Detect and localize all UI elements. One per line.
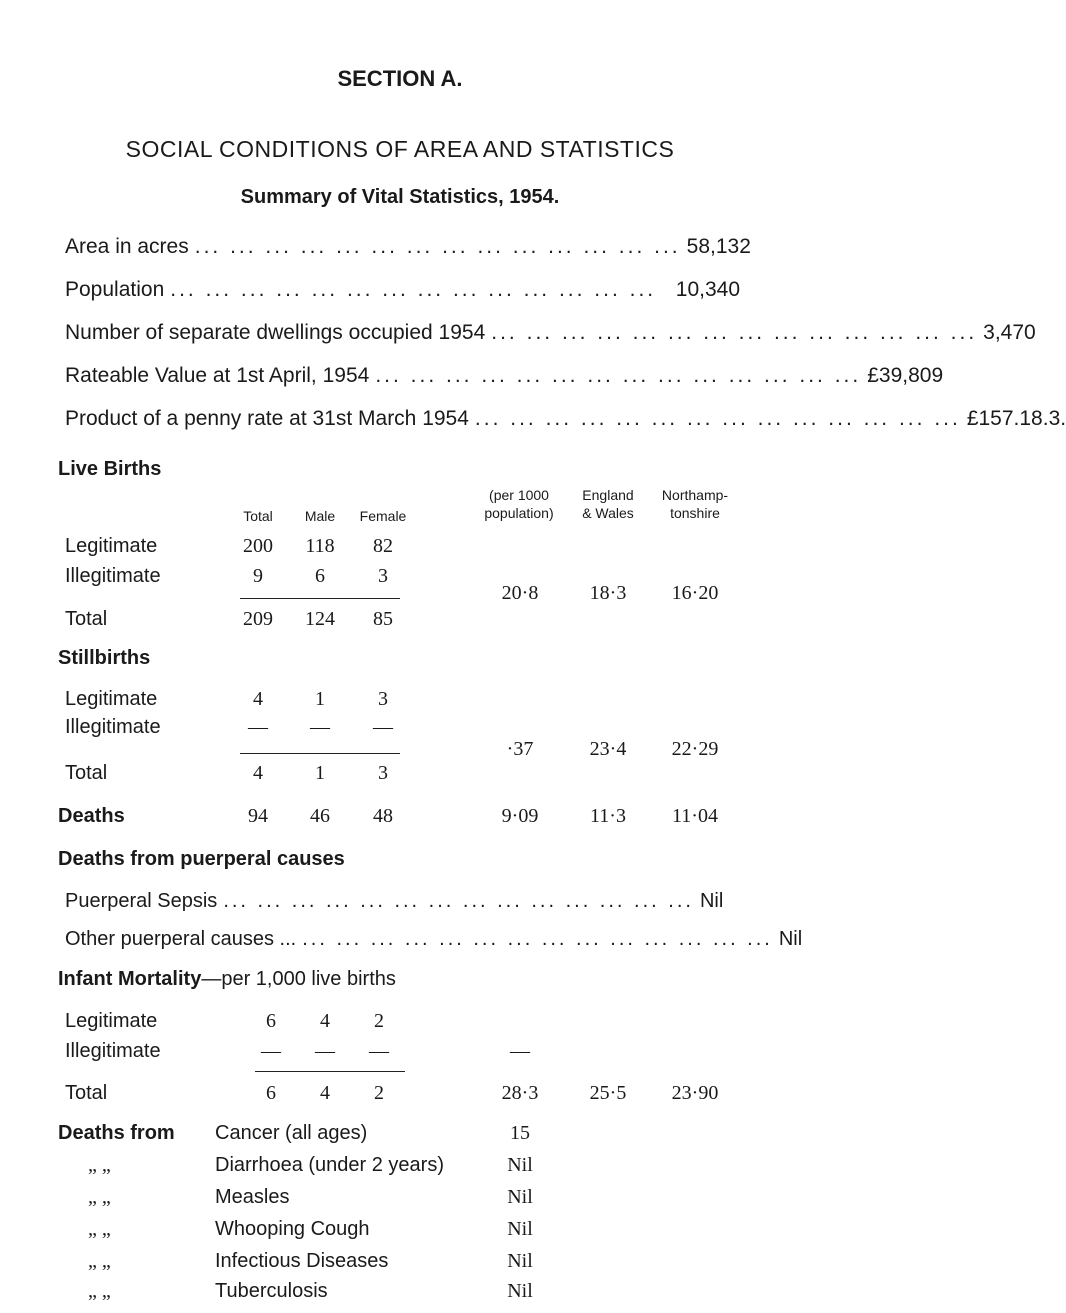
deaths-total: 94 — [248, 805, 268, 827]
live-births-illegit-female: 3 — [378, 565, 388, 587]
stillbirths-rate: ·37 — [506, 738, 534, 760]
live-births-illegit-label: Illegitimate — [65, 565, 161, 587]
stillbirths-illegit-male: — — [310, 716, 330, 738]
summary-value: 3,470 — [983, 321, 1036, 344]
stillbirths-northants: 22·29 — [671, 738, 719, 760]
puerperal-other-label: Other puerperal causes ... — [65, 928, 297, 950]
summary-label: Product of a penny rate at 31st March 1954 — [65, 407, 469, 430]
summary-value: £157.18.3. — [966, 407, 1066, 430]
summary-row-rateable-value — [65, 364, 944, 394]
infant-total-total: 6 — [266, 1082, 276, 1104]
leader-dots: ... ... ... ... ... ... ... ... ... ... ... ... ... ... — [375, 364, 862, 387]
puerperal-sepsis-label: Puerperal Sepsis — [65, 890, 218, 912]
live-births-legit-female: 82 — [373, 535, 393, 557]
stillbirths-england-wales: 23·4 — [589, 738, 627, 760]
stillbirths-legit-male: 1 — [315, 688, 325, 710]
infant-total-northants: 23·90 — [671, 1082, 719, 1104]
summary-value: 10,340 — [675, 278, 740, 301]
live-births-northants: 16·20 — [671, 582, 719, 604]
page-subtitle: Summary of Vital Statistics, 1954. — [240, 186, 560, 208]
stillbirths-total-total: 4 — [253, 762, 263, 784]
live-births-rate: 20·8 — [501, 582, 539, 604]
live-births-england-wales: 18·3 — [589, 582, 627, 604]
live-births-legit-male: 118 — [305, 535, 335, 557]
deaths-england-wales: 11·3 — [590, 805, 626, 827]
summary-row-penny-rate — [65, 407, 1066, 437]
cause-value: 15 — [510, 1122, 530, 1144]
sum-rule — [255, 1071, 405, 1072]
ditto-marks: „ „ — [88, 1186, 111, 1208]
ditto-marks: „ „ — [88, 1280, 111, 1302]
cause-value: Nil — [507, 1250, 533, 1272]
infant-illegit-label: Illegitimate — [65, 1040, 161, 1062]
summary-value: 58,132 — [686, 235, 751, 258]
col-header-northants-line2: tonshire — [670, 505, 720, 521]
puerperal-sepsis-value: Nil — [699, 890, 724, 912]
infant-illegit-male: — — [315, 1040, 335, 1062]
infant-legit-female: 2 — [374, 1010, 384, 1032]
infant-total-england-wales: 25·5 — [589, 1082, 627, 1104]
causes-prefix: Deaths from — [58, 1122, 175, 1144]
stillbirths-legit-female: 3 — [378, 688, 388, 710]
summary-row-dwellings — [65, 321, 1036, 351]
infant-mortality-subtitle: —per 1,000 live births — [201, 968, 396, 990]
live-births-illegit-male: 6 — [315, 565, 325, 587]
sum-rule — [240, 598, 400, 599]
cause-label: Diarrhoea (under 2 years) — [215, 1154, 444, 1176]
col-header-total: Total — [243, 508, 273, 524]
infant-total-male: 4 — [320, 1082, 330, 1104]
deaths-female: 48 — [373, 805, 393, 827]
deaths-northants: 11·04 — [672, 805, 718, 827]
cause-label: Whooping Cough — [215, 1218, 370, 1240]
leader-dots: ... ... ... ... ... ... ... ... ... ... ... ... ... ... — [302, 928, 773, 950]
infant-illegit-rate: — — [510, 1040, 530, 1062]
stillbirths-illegit-female: — — [373, 716, 393, 738]
col-header-england-wales-line2: & Wales — [582, 505, 634, 521]
cause-value: Nil — [507, 1218, 533, 1240]
infant-total-label: Total — [65, 1082, 108, 1104]
leader-dots: ... ... ... ... ... ... ... ... ... ... ... ... ... ... — [194, 235, 681, 258]
cause-label: Measles — [215, 1186, 290, 1208]
col-header-rate-line1: (per 1000 — [489, 487, 549, 503]
section-heading: SECTION A. — [337, 66, 463, 91]
col-header-female: Female — [359, 508, 407, 524]
cause-label: Cancer (all ages) — [215, 1122, 368, 1144]
col-header-male: Male — [304, 508, 336, 524]
infant-mortality-heading — [58, 968, 396, 991]
deaths-male: 46 — [310, 805, 330, 827]
sum-rule — [240, 753, 400, 754]
puerperal-sepsis-row — [65, 890, 724, 913]
summary-value: £39,809 — [867, 364, 944, 387]
cause-value: Nil — [507, 1154, 533, 1176]
infant-illegit-total: — — [261, 1040, 281, 1062]
summary-label: Area in acres — [65, 235, 189, 258]
col-header-northants-line1: Northamp- — [661, 487, 729, 503]
summary-row-area — [65, 235, 751, 265]
live-births-illegit-total: 9 — [253, 565, 263, 587]
puerperal-other-row — [65, 928, 803, 951]
puerperal-heading: Deaths from puerperal causes — [58, 848, 345, 870]
stillbirths-heading: Stillbirths — [58, 647, 151, 669]
summary-label: Rateable Value at 1st April, 1954 — [65, 364, 370, 387]
stillbirths-legit-total: 4 — [253, 688, 263, 710]
deaths-rate: 9·09 — [501, 805, 539, 827]
cause-value: Nil — [507, 1280, 533, 1302]
infant-legit-total: 6 — [266, 1010, 276, 1032]
leader-dots: ... ... ... ... ... ... ... ... ... ... ... ... ... ... — [491, 321, 978, 344]
ditto-marks: „ „ — [88, 1154, 111, 1176]
infant-mortality-title: Infant Mortality — [58, 968, 202, 990]
col-header-england-wales-line1: England — [582, 487, 634, 503]
col-header-rate-line2: population) — [484, 505, 554, 521]
deaths-label: Deaths — [58, 805, 125, 827]
ditto-marks: „ „ — [88, 1218, 111, 1240]
leader-dots: ... ... ... ... ... ... ... ... ... ... ... ... ... ... — [170, 278, 657, 301]
summary-label: Population — [65, 278, 165, 301]
cause-value: Nil — [507, 1186, 533, 1208]
stillbirths-total-label: Total — [65, 762, 108, 784]
stillbirths-illegit-total: — — [248, 716, 268, 738]
page-title: SOCIAL CONDITIONS OF AREA AND STATISTICS — [125, 136, 675, 162]
infant-legit-label: Legitimate — [65, 1010, 158, 1032]
leader-dots: ... ... ... ... ... ... ... ... ... ... ... ... ... ... — [223, 890, 694, 912]
infant-total-female: 2 — [374, 1082, 384, 1104]
infant-total-rate: 28·3 — [501, 1082, 539, 1104]
live-births-total-male: 124 — [305, 608, 335, 630]
puerperal-other-value: Nil — [778, 928, 803, 950]
live-births-heading: Live Births — [58, 458, 162, 480]
infant-illegit-female: — — [369, 1040, 389, 1062]
live-births-total-label: Total — [65, 608, 108, 630]
summary-row-population — [65, 278, 740, 308]
live-births-total-total: 209 — [243, 608, 273, 630]
stillbirths-illegit-label: Illegitimate — [65, 716, 161, 738]
stillbirths-total-male: 1 — [315, 762, 325, 784]
stillbirths-legit-label: Legitimate — [65, 688, 158, 710]
cause-label: Tuberculosis — [215, 1280, 328, 1302]
ditto-marks: „ „ — [88, 1250, 111, 1272]
live-births-legit-label: Legitimate — [65, 535, 158, 557]
infant-legit-male: 4 — [320, 1010, 330, 1032]
leader-dots: ... ... ... ... ... ... ... ... ... ... ... ... ... ... — [474, 407, 961, 430]
live-births-legit-total: 200 — [243, 535, 273, 557]
summary-label: Number of separate dwellings occupied 1954 — [65, 321, 486, 344]
live-births-total-female: 85 — [373, 608, 393, 630]
stillbirths-total-female: 3 — [378, 762, 388, 784]
cause-label: Infectious Diseases — [215, 1250, 389, 1272]
